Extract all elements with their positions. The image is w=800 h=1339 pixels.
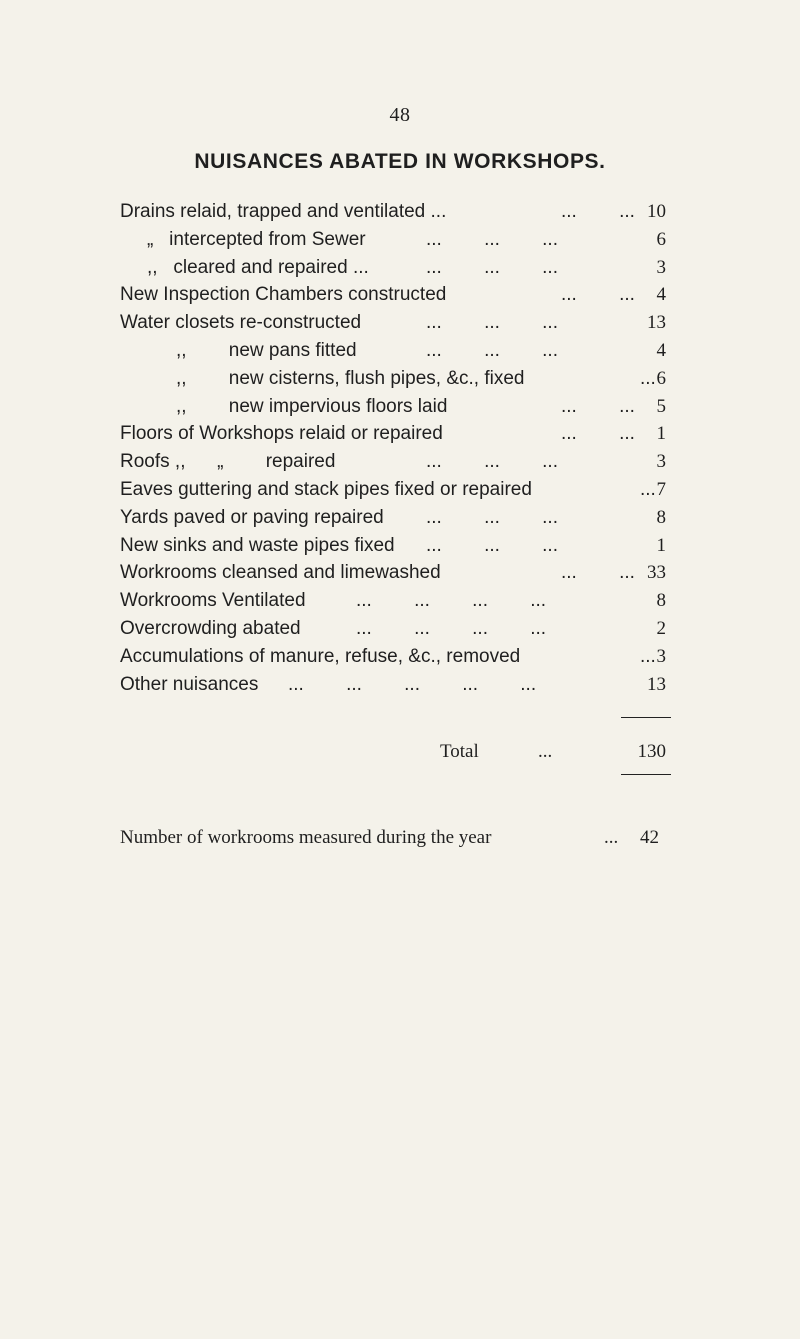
leader-dots: ... ... ... [426,339,558,361]
page-title: NUISANCES ABATED IN WORKSHOPS. [194,150,606,173]
row-label: New Inspection Chambers constructed [120,284,447,306]
leader-dots: ... ... ... ... [356,590,547,612]
measured-label: Number of workrooms measured during the year [120,827,492,848]
row-value: 6 [656,367,666,389]
list-item [0,448,800,476]
list-item [0,643,800,671]
list-item [0,393,800,421]
list-item [0,281,800,309]
total-rule-bottom [621,774,671,775]
leader-dots: ... ... ... ... [356,617,547,639]
leader-dots: ... ... [561,201,635,222]
row-value: 8 [656,506,666,528]
leader-dots: ... ... ... [426,534,558,556]
list-item [0,532,800,560]
row-value: 33 [647,562,666,584]
list-item [0,226,800,254]
list-item [0,198,800,226]
row-label: Roofs ,, „ repaired [120,451,336,473]
page-number: 48 [389,104,411,126]
row-label: Workrooms cleansed and limewashed [120,562,441,584]
row-value: 3 [656,451,666,473]
list-item [0,587,800,615]
nuisances-list [0,198,800,698]
row-label: Workrooms Ventilated [120,590,306,612]
leader-dots: ... ... [561,395,635,417]
row-value: 3 [656,256,666,278]
leader-dots: ... ... ... ... ... [288,673,537,695]
row-value: 2 [656,617,666,639]
list-item [0,476,800,504]
leader-dots: ... ... ... [426,506,558,528]
measured-value: 42 [640,827,659,848]
row-value: 7 [656,478,666,500]
list-item [0,365,800,393]
list-item [0,309,800,337]
workrooms-measured-row [0,824,800,852]
leader-dots: ... ... ... [426,451,558,473]
list-item [0,254,800,282]
list-item [0,504,800,532]
row-value: 4 [656,284,666,306]
list-item [0,671,800,699]
list-item [0,615,800,643]
row-label: Water closets re-constructed [120,312,362,334]
total-value: 130 [637,741,666,762]
total-label: Total [440,741,479,762]
row-label: Accumulations of manure, refuse, &c., removed [120,645,521,667]
row-value: 13 [647,673,666,695]
row-label: Floors of Workshops relaid or repaired [120,423,443,445]
row-value: 8 [656,590,666,612]
row-label: Other nuisances [120,673,259,695]
row-label: Eaves guttering and stack pipes fixed or repaired [120,478,532,500]
row-value: 3 [656,645,666,667]
leader-dots: ... [538,741,553,762]
row-value: 10 [647,201,666,222]
row-value: 5 [656,395,666,417]
row-label: ,, new cisterns, flush pipes, &c., fixed [176,367,525,389]
row-value: 13 [647,312,666,334]
row-label: Yards paved or paving repaired [120,506,384,528]
row-value: 6 [656,228,666,250]
row-label: Drains relaid, trapped and ventilated ... [120,201,447,222]
row-value: 1 [656,423,666,445]
leader-dots: ... [640,645,656,667]
leader-dots: ... ... ... [426,228,558,250]
leader-dots: ... ... [561,562,635,584]
row-value: 1 [656,534,666,556]
total-row [0,738,800,766]
row-label: „ intercepted from Sewer [147,228,366,250]
list-item [0,420,800,448]
leader-dots: ... ... ... [426,256,558,278]
row-label: ,, cleared and repaired ... [147,256,369,278]
list-item [0,559,800,587]
row-label: New sinks and waste pipes fixed [120,534,395,556]
leader-dots: ... [640,367,656,389]
list-item [0,337,800,365]
row-label: Overcrowding abated [120,617,301,639]
leader-dots: ... [640,478,656,500]
leader-dots: ... ... [561,423,635,445]
leader-dots: ... [604,827,619,848]
row-label: ,, new pans fitted [176,339,357,361]
row-label: ,, new impervious floors laid [176,395,448,417]
leader-dots: ... ... ... [426,312,558,334]
total-rule-top [621,717,671,718]
row-value: 4 [656,339,666,361]
leader-dots: ... ... [561,284,635,306]
